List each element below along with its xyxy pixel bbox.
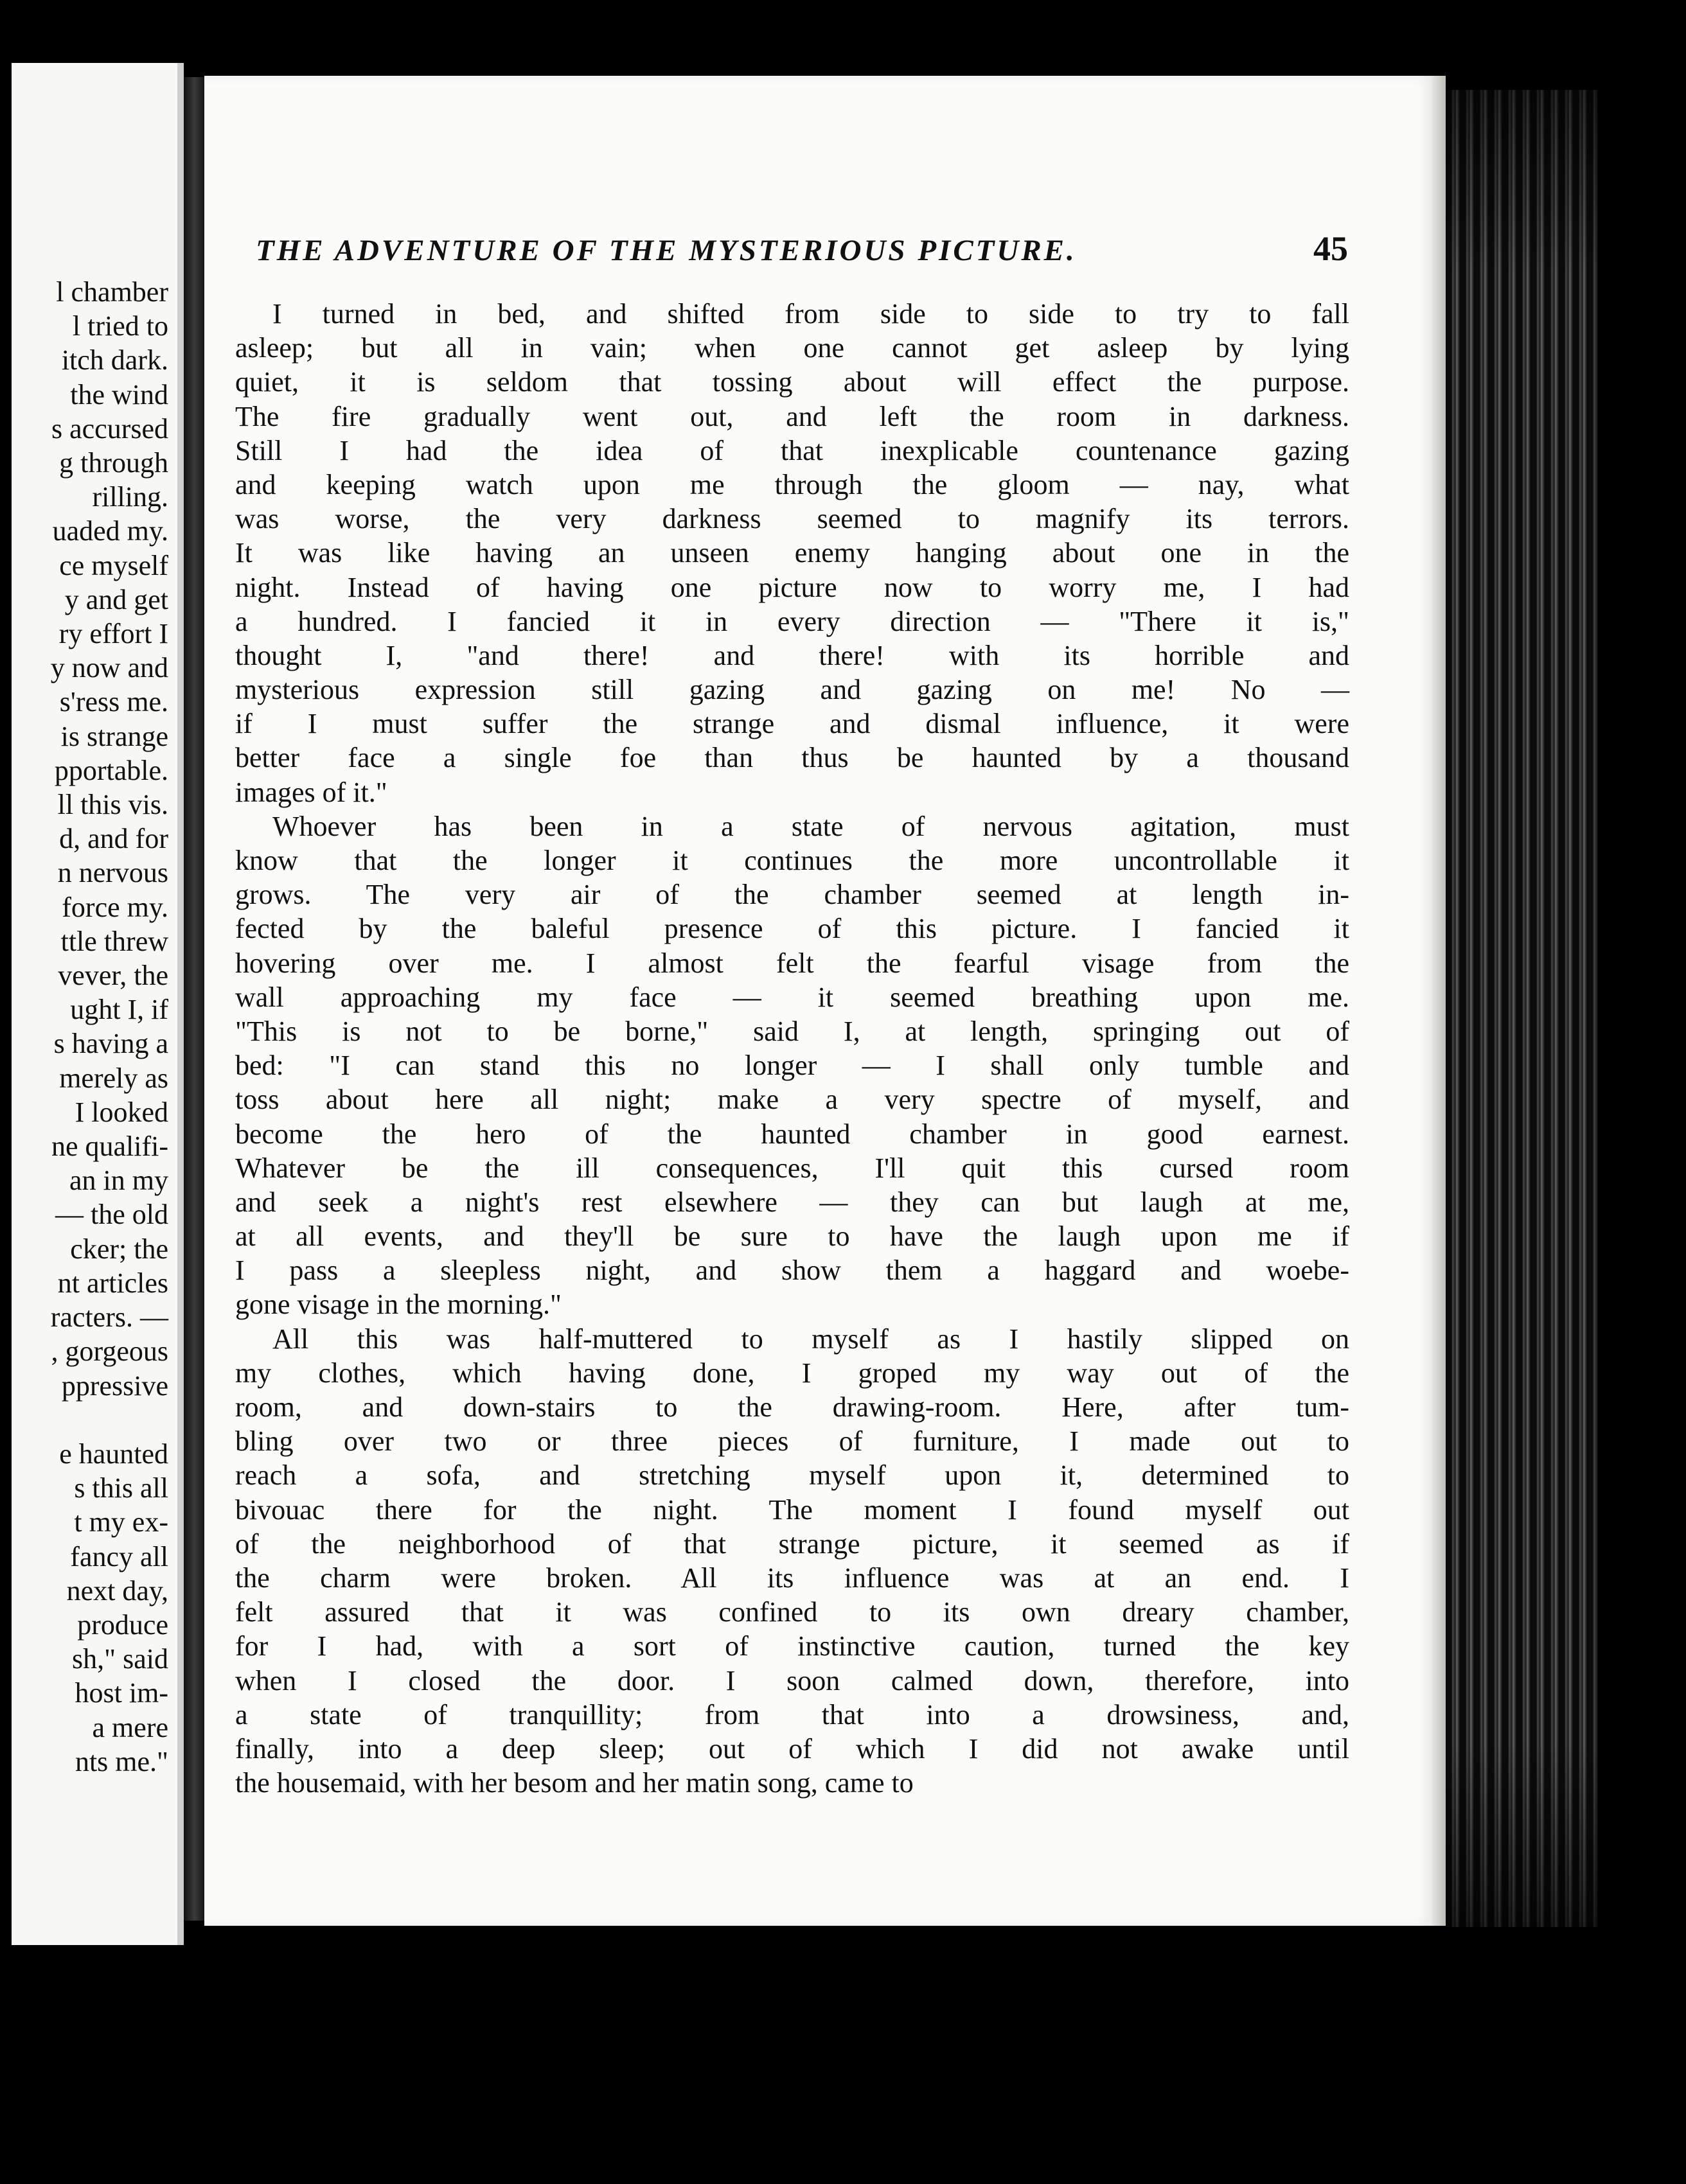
text-line: mysterious expression still gazing and gazing on me! No — xyxy=(235,674,1349,706)
left-page-fragment: produce xyxy=(77,1608,168,1641)
text-line: for I had, with a sort of instinctive caution, turned the key xyxy=(235,1630,1349,1662)
left-page-text-fragments xyxy=(51,275,168,1779)
paragraph xyxy=(235,1322,1349,1801)
text-line: better face a single foe than thus be haunted by a thousand xyxy=(235,742,1349,774)
left-page-fragment: merely as xyxy=(59,1062,168,1094)
left-page-fragment: an in my xyxy=(69,1165,168,1197)
text-line: grows. The very air of the chamber seemed at length in- xyxy=(235,879,1349,911)
text-line: Whoever has been in a state of nervous agitation, must xyxy=(272,810,1349,842)
paragraph xyxy=(235,809,1349,1322)
text-line: was worse, the very darkness seemed to magnify its terrors. xyxy=(235,503,1349,535)
text-line: night. Instead of having one picture now to worry me, I had xyxy=(235,571,1349,603)
text-line: toss about here all night; make a very spectre of myself, and xyxy=(235,1084,1349,1116)
left-page-fragment: itch dark. xyxy=(61,344,168,376)
left-page-fragment: ppressive xyxy=(61,1369,168,1402)
left-page-fragment: ll this vis. xyxy=(57,789,168,821)
left-page-fragment: g through xyxy=(59,447,168,479)
page-edge xyxy=(1432,76,1446,1926)
text-line: reach a sofa, and stretching myself upon it, determined to xyxy=(235,1459,1349,1492)
left-page-fragment: y and get xyxy=(64,583,168,615)
left-page-fragment: fancy all xyxy=(70,1540,168,1572)
text-line: bling over two or three pieces of furniture, I made out to xyxy=(235,1425,1349,1457)
left-page-fragment xyxy=(51,1403,168,1437)
left-page-fragment: vever, the xyxy=(58,960,168,992)
text-line: quiet, it is seldom that tossing about will effect the purpose. xyxy=(235,366,1349,398)
left-page-fragment: host im- xyxy=(75,1677,168,1709)
left-page-fragment: t my ex- xyxy=(74,1506,168,1538)
right-page xyxy=(204,76,1435,1926)
left-page-fragment: nts me." xyxy=(75,1745,168,1777)
running-header xyxy=(256,229,1348,269)
text-line: of the neighborhood of that strange picture, it seemed as if xyxy=(235,1528,1349,1560)
text-line: bivouac there for the night. The moment I found myself out xyxy=(235,1493,1349,1526)
left-page-fragment: cker; the xyxy=(70,1233,168,1265)
left-page-fragment: ught I, if xyxy=(70,994,168,1026)
text-line: asleep; but all in vain; when one cannot get asleep by lying xyxy=(235,332,1349,364)
text-line: wall approaching my face — it seemed breathing upon me. xyxy=(235,981,1349,1013)
text-line: at all events, and they'll be sure to have the laugh upon me if xyxy=(235,1220,1349,1253)
left-page-fragment: next day, xyxy=(66,1574,168,1607)
text-line: I pass a sleepless night, and show them a haggard and woebe- xyxy=(235,1255,1349,1287)
left-page-fragment: ce myself xyxy=(59,549,168,581)
text-line: a state of tranquillity; from that into a drowsiness, and, xyxy=(235,1698,1349,1730)
text-line: I turned in bed, and shifted from side to side to try to fall xyxy=(272,298,1349,330)
left-page-fragment: uaded my. xyxy=(52,515,168,547)
page-number: 45 xyxy=(1313,229,1348,268)
text-line: my clothes, which having done, I groped my way out of the xyxy=(235,1357,1349,1389)
left-page-fragment: force my. xyxy=(62,891,168,923)
text-line: if I must suffer the strange and dismal influence, it were xyxy=(235,708,1349,740)
text-line: become the hero of the haunted chamber in good earnest. xyxy=(235,1118,1349,1150)
text-line: Still I had the idea of that inexplicable countenance gazing xyxy=(235,434,1349,466)
left-page-fragment: s accursed xyxy=(51,412,168,445)
text-line: All this was half-muttered to myself as I hastily slipped on xyxy=(272,1323,1349,1355)
text-line: gone visage in the morning." xyxy=(235,1289,562,1321)
left-page-fragment: racters. — xyxy=(50,1301,168,1334)
left-page-fragment: n nervous xyxy=(57,857,168,889)
left-page-fragment: s'ress me. xyxy=(59,686,168,718)
left-page-fragment: l tried to xyxy=(72,310,168,342)
left-page-fragment: — the old xyxy=(55,1199,168,1231)
text-line: when I closed the door. I soon calmed down, therefore, into xyxy=(235,1664,1349,1696)
text-line: "This is not to be borne," said I, at length, springing out of xyxy=(235,1015,1349,1047)
text-line: The fire gradually went out, and left the room in darkness. xyxy=(235,400,1349,432)
text-line: It was like having an unseen enemy hanging about one in the xyxy=(235,537,1349,569)
text-line: know that the longer it continues the more uncontrollable it xyxy=(235,845,1349,876)
text-line: a hundred. I fancied it in every direction — "There it is," xyxy=(235,605,1349,637)
text-line: room, and down-stairs to the drawing-room. Here, after tum- xyxy=(235,1391,1349,1423)
book-gutter xyxy=(184,77,206,1921)
left-page-fragment: I looked xyxy=(75,1096,168,1128)
left-page-fragment: ry effort I xyxy=(58,618,168,650)
book-fore-edge-shade xyxy=(1446,90,1597,1927)
left-page-fragment: e haunted xyxy=(59,1438,168,1470)
text-line: hovering over me. I almost felt the fearful visage from the xyxy=(235,947,1349,979)
left-page-fragment: the wind xyxy=(70,378,168,410)
left-page-fragment: , gorgeous xyxy=(51,1335,168,1368)
text-line: the housemaid, with her besom and her matin song, came to xyxy=(235,1767,914,1799)
running-title: THE ADVENTURE OF THE MYSTERIOUS PICTURE. xyxy=(256,234,1077,267)
text-line: Whatever be the ill consequences, I'll quit this cursed room xyxy=(235,1152,1349,1184)
left-page-fragment: d, and for xyxy=(59,823,168,855)
left-page-fragment: ne qualifi- xyxy=(51,1131,168,1163)
text-line: fected by the baleful presence of this picture. I fancied it xyxy=(235,913,1349,945)
paragraph xyxy=(235,297,1349,809)
left-page-fragment: a mere xyxy=(92,1711,168,1743)
left-page-fragment: l chamber xyxy=(56,276,168,308)
text-line: images of it." xyxy=(235,776,387,808)
left-page-fragment: ttle threw xyxy=(60,925,168,957)
text-line: felt assured that it was confined to its own dreary chamber, xyxy=(235,1596,1349,1628)
body-text xyxy=(235,297,1349,1800)
left-page-fragment: sh," said xyxy=(72,1643,168,1675)
text-line: the charm were broken. All its influence was at an end. I xyxy=(235,1562,1349,1594)
text-line: bed: "I can stand this no longer — I shall only tumble and xyxy=(235,1050,1349,1082)
text-line: and seek a night's rest elsewhere — they can but laugh at me, xyxy=(235,1186,1349,1218)
left-page-fragment: s this all xyxy=(74,1472,168,1504)
text-line: and keeping watch upon me through the gloom — nay, what xyxy=(235,468,1349,500)
left-page-fragment: nt articles xyxy=(57,1267,168,1299)
text-line: finally, into a deep sleep; out of which I did not awake until xyxy=(235,1732,1349,1765)
left-page-fragment: is strange xyxy=(60,720,168,752)
left-page-fragment: y now and xyxy=(50,652,168,684)
left-page-fragment: pportable. xyxy=(54,754,168,786)
left-page-fragment: s having a xyxy=(53,1028,168,1060)
left-page xyxy=(12,63,184,1945)
text-line: thought I, "and there! and there! with its horrible and xyxy=(235,639,1349,671)
left-page-fragment: rilling. xyxy=(92,481,168,513)
